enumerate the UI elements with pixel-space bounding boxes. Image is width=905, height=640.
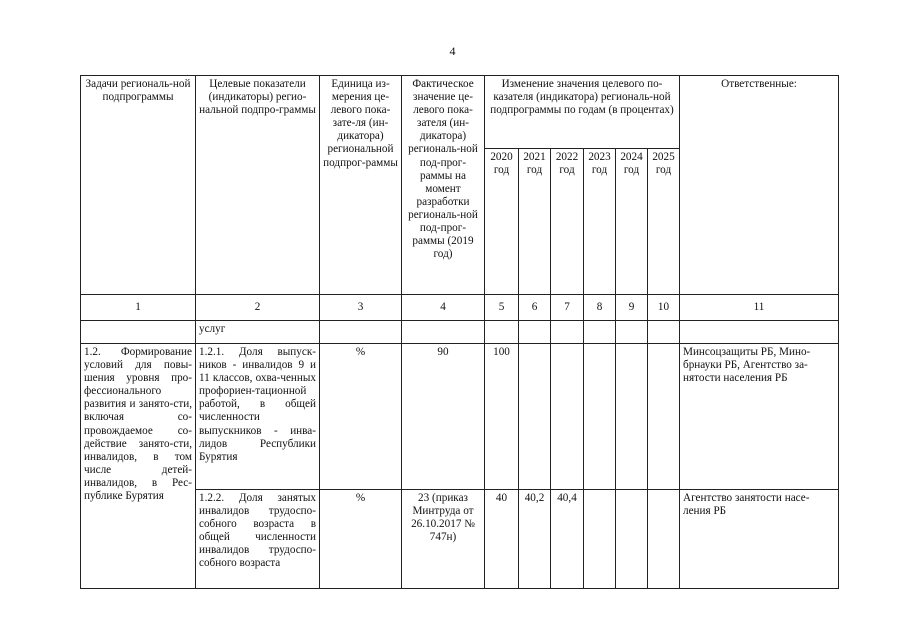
empty-cell [584,321,616,344]
column-number: 5 [485,295,519,321]
header-change-by-years: Изменение значения целевого по-казателя (индикатора) региональ-ной подпрограммы по годам (в процентах) [485,76,680,149]
column-number: 1 [81,295,196,321]
value-2023 [584,490,616,589]
column-number: 6 [519,295,551,321]
table-row-continuation [81,321,839,344]
indicators-table [80,75,839,589]
empty-cell [616,321,648,344]
year-unit: год [655,164,672,177]
value-2023 [584,344,616,490]
year-unit: год [493,164,510,177]
column-number: 10 [648,295,680,321]
responsible-cell: Минсоцзащиты РБ, Мино-брнауки РБ, Агентство за-нятости населения РБ [680,344,839,490]
value-2021: 40,2 [519,490,551,589]
year-label: 2022 [555,151,579,163]
empty-cell [402,321,485,344]
year-unit: год [559,164,575,177]
column-number: 4 [402,295,485,321]
year-label: 2025 [652,151,675,163]
value-2025 [648,490,680,589]
unit-cell: % [320,344,402,490]
indicator-1-2-2: 1.2.2. Доля занятых инвалидов трудоспо-собного возраста в общей численности инвалидов трудоспо-собного возраста [196,490,320,589]
actual-value-cell: 23 (приказ Минтруда от 26.10.2017 № 747н) [402,490,485,589]
empty-cell [648,321,680,344]
empty-cell [680,321,839,344]
header-year-2021 [519,149,551,295]
header-year-2022 [551,149,584,295]
value-2020: 100 [485,344,519,490]
header-actual-value: Фактическое значение це-левого пока-зателя (ин-дикатора) региональ-ной под-прог-раммы на момент разработки региональ-ной под-прог-раммы (2019 год) [402,76,485,295]
continuation-text: услуг [196,321,320,344]
header-row-1 [81,76,839,149]
value-2021 [519,344,551,490]
header-tasks: Задачи региональ-ной подпрограммы [81,76,196,295]
header-year-2025 [648,149,680,295]
empty-cell [485,321,519,344]
unit-cell: % [320,490,402,589]
year-unit: год [526,164,543,177]
header-responsible: Ответственные: [680,76,839,295]
column-number: 11 [680,295,839,321]
task-1-2: 1.2. Формирование условий для повы-шения уровня про-фессионального развития и занято-сти, включая со-провождаемое со-действие занято-сти, инвалидов, в том числе детей-инвалидов, в Рес-публике Бурятия [81,344,196,589]
empty-cell [519,321,551,344]
value-2024 [616,490,648,589]
header-unit: Единица из-мерения це-левого пока-зате-ля (ин-дикатора) региональной подпрог-раммы [320,76,402,295]
column-number: 2 [196,295,320,321]
value-2022 [551,344,584,490]
column-numbers-row [81,295,839,321]
column-number: 7 [551,295,584,321]
empty-cell [320,321,402,344]
value-2024 [616,344,648,490]
year-label: 2023 [588,151,611,163]
column-number: 8 [584,295,616,321]
header-year-2023 [584,149,616,295]
empty-cell [81,321,196,344]
year-unit: год [623,164,640,177]
page-number: 4 [449,44,456,58]
year-label: 2020 [490,151,513,163]
year-label: 2021 [523,151,546,163]
empty-cell [551,321,584,344]
value-2020: 40 [485,490,519,589]
header-year-2024 [616,149,648,295]
actual-value-cell: 90 [402,344,485,490]
column-number: 9 [616,295,648,321]
header-year-2020 [485,149,519,295]
year-unit: год [591,164,608,177]
column-number: 3 [320,295,402,321]
table-row-1-2-1 [81,344,839,490]
year-label: 2024 [620,151,643,163]
indicator-1-2-1: 1.2.1. Доля выпуск-ников - инвалидов 9 и 11 классов, охва-ченных профориен-тационной работой, в общей численности выпускников - инва-лидов Республики Бурятия [196,344,320,490]
header-indicators: Целевые показатели (индикаторы) регио-нальной подпро-граммы [196,76,320,295]
responsible-cell: Агентство занятости насе-ления РБ [680,490,839,589]
value-2025 [648,344,680,490]
value-2022: 40,4 [551,490,584,589]
